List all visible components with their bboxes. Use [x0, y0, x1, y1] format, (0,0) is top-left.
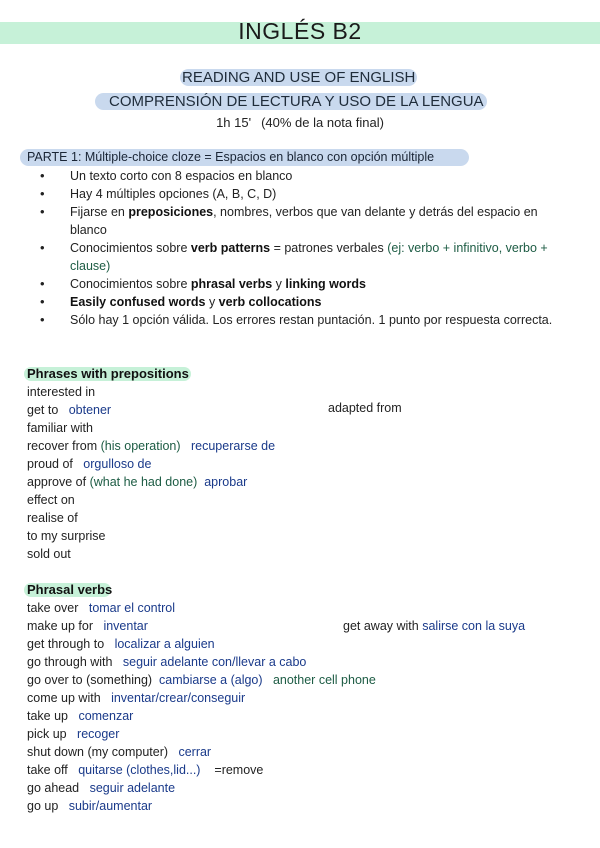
list-item: take off quitarse (clothes,lid...) =remove	[27, 763, 264, 777]
list-item: approve of (what he had done) aprobar	[27, 475, 248, 489]
list-item: • Conocimientos sobre verb patterns = patrones verbales (ej: verbo + infinitivo, verbo + clause)	[0, 239, 600, 275]
list-item: go through with seguir adelante con/llevar a cabo	[27, 655, 307, 669]
list-item: sold out	[27, 547, 71, 561]
prepositions-title: Phrases with prepositions	[27, 366, 189, 381]
phrasal-verbs-title: Phrasal verbs	[27, 582, 113, 597]
list-item: get through to localizar a alguien	[27, 637, 215, 651]
list-item: effect on	[27, 493, 75, 507]
subtitle-english: READING AND USE OF ENGLISH	[182, 69, 416, 86]
list-item: • Easily confused words y verb collocations	[0, 293, 600, 311]
part1-label: PARTE 1: Múltiple-choice cloze = Espacios en blanco con opción múltiple	[20, 149, 469, 166]
page-title: INGLÉS B2	[238, 18, 362, 44]
list-item: • Conocimientos sobre phrasal verbs y linking words	[0, 275, 600, 293]
list-item: • Sólo hay 1 opción válida. Los errores restan puntación. 1 punto por respuesta correcta.	[0, 311, 600, 329]
list-item: proud of orgulloso de	[27, 457, 152, 471]
subtitle-spanish: COMPRENSIÓN DE LECTURA Y USO DE LA LENGUA	[95, 93, 487, 110]
list-item: to my surprise	[27, 529, 106, 543]
list-item: go over to (something) cambiarse a (algo) another cell phone	[27, 673, 376, 687]
list-item: • Un texto corto con 8 espacios en blanco	[0, 167, 600, 185]
list-item: familiar with	[27, 421, 93, 435]
get-away-with-note: get away with salirse con la suya	[343, 619, 526, 633]
adapted-from-note: adapted from	[328, 401, 402, 415]
list-item: take up comenzar	[27, 709, 134, 723]
list-item: recover from (his operation) recuperarse de	[27, 439, 276, 453]
list-item: • Fijarse en preposiciones, nombres, verbos que van delante y detrás del espacio en blanco	[0, 203, 600, 239]
part1-bullet-list	[0, 167, 600, 329]
list-item: take over tomar el control	[27, 601, 175, 615]
list-item: realise of	[27, 511, 78, 525]
list-item: go ahead seguir adelante	[27, 781, 176, 795]
duration: 1h 15'	[216, 115, 252, 130]
list-item: get to obtener	[27, 403, 112, 417]
list-item: pick up recoger	[27, 727, 120, 741]
list-item: make up for inventar	[27, 619, 148, 633]
list-item: go up subir/aumentar	[27, 799, 153, 813]
list-item: shut down (my computer) cerrar	[27, 745, 212, 759]
duration-line	[0, 115, 600, 130]
list-item: • Hay 4 múltiples opciones (A, B, C, D)	[0, 185, 600, 203]
list-item: come up with inventar/crear/conseguir	[27, 691, 246, 705]
percentage: (40% de la nota final)	[261, 115, 384, 130]
list-item: interested in	[27, 385, 96, 399]
